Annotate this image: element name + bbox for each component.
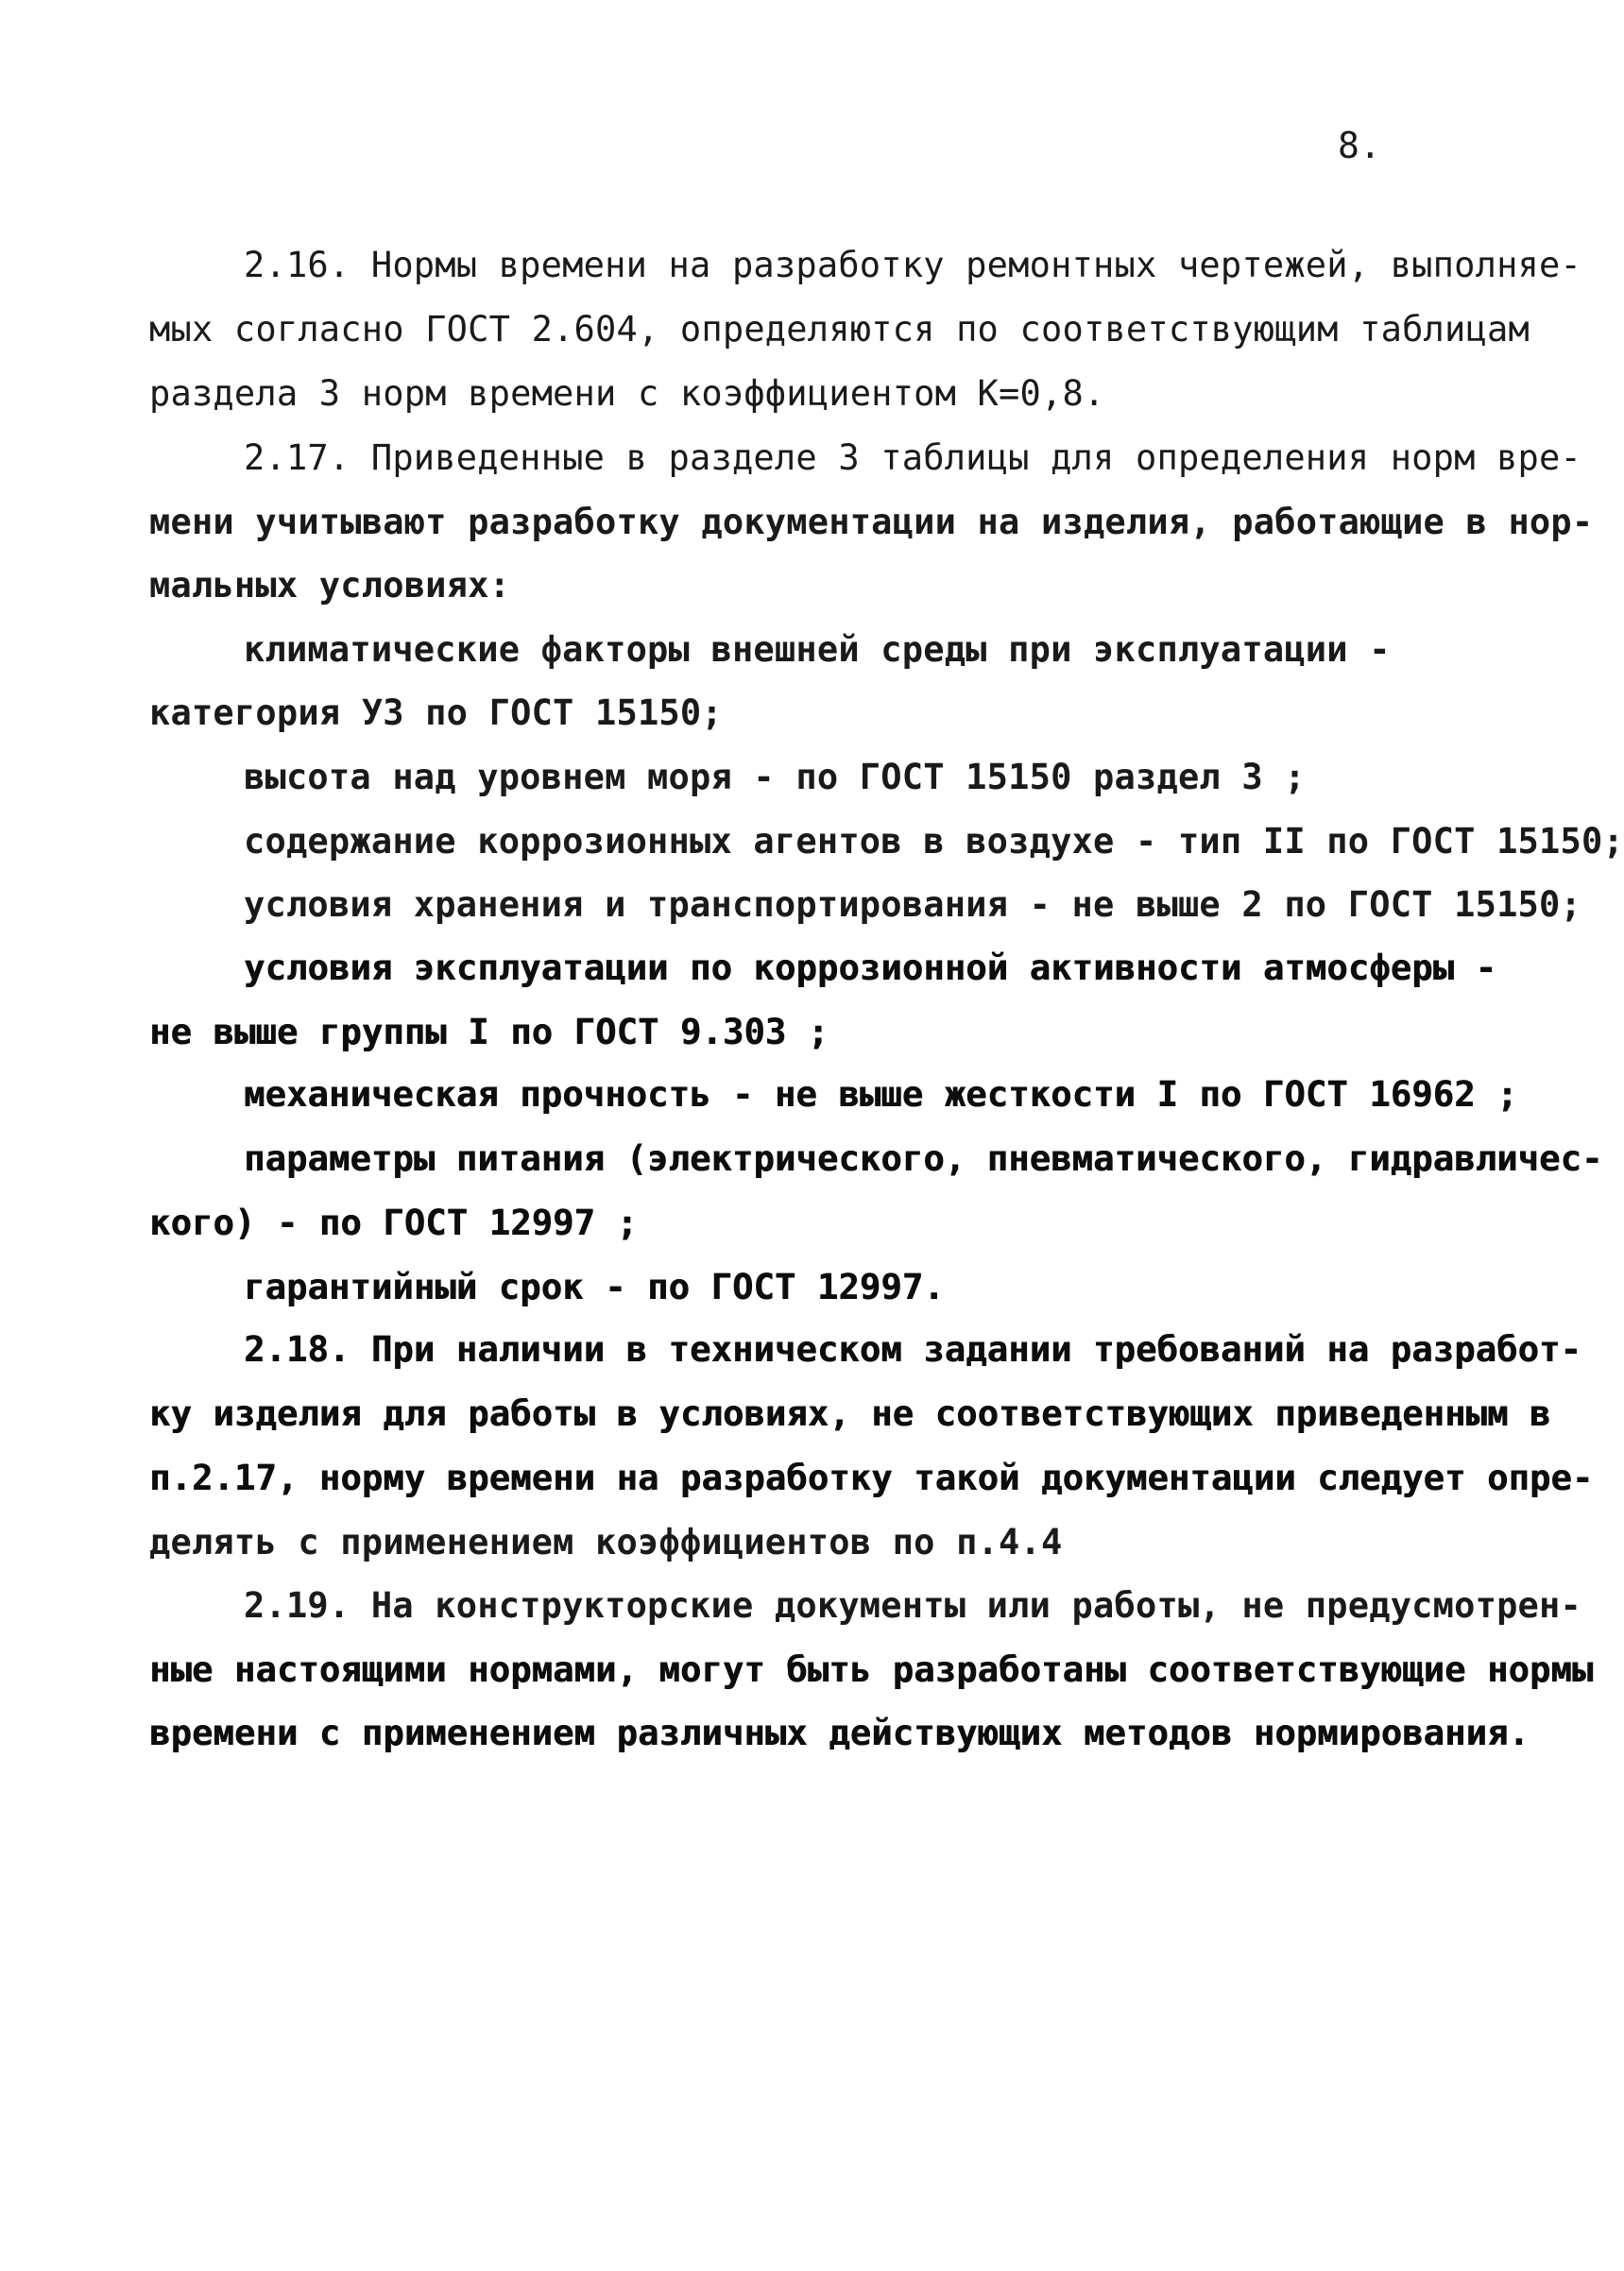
text-line: раздела 3 норм времени с коэффициентом К=0,8. [149,373,1105,414]
text-line: мени учитывают разработку документации на изделия, работающие в нор- [149,502,1594,542]
text-line: 2.17. Приведенные в разделе 3 таблицы для определения норм вре- [244,437,1581,478]
text-line: делять с применением коэффициентов по п.4.4 [149,1522,1063,1562]
text-line: ку изделия для работы в условиях, не соответствующих приведенным в [149,1393,1551,1434]
text-line: категория У3 по ГОСТ 15150; [149,692,723,733]
page-number: 8. [1338,125,1381,166]
text-line: времени с применением различных действующих методов нормирования. [149,1713,1530,1753]
text-line: климатические факторы внешней среды при эксплуатации - [244,629,1391,670]
text-line: кого) - по ГОСТ 12997 ; [149,1203,638,1243]
text-line: параметры питания (электрического, пневматического, гидравличес- [244,1138,1603,1179]
text-line: мых согласно ГОСТ 2.604, определяются по соответствующим таблицам [149,309,1530,350]
text-line: условия эксплуатации по коррозионной активности атмосферы - [244,948,1497,988]
text-line: мальных условиях: [149,565,511,606]
text-line: не выше группы I по ГОСТ 9.303 ; [149,1012,829,1052]
text-line: ные настоящими нормами, могут быть разработаны соответствующие нормы [149,1649,1594,1690]
text-line: условия хранения и транспортирования - не выше 2 по ГОСТ 15150; [244,884,1581,925]
text-line: содержание коррозионных агентов в воздухе - тип II по ГОСТ 15150; [244,821,1624,862]
text-line: гарантийный срок - по ГОСТ 12997. [244,1267,945,1307]
text-line: механическая прочность - не выше жесткости I по ГОСТ 16962 ; [244,1074,1518,1115]
text-line: 2.19. На конструкторские документы или работы, не предусмотрен- [244,1585,1581,1626]
text-line: высота над уровнем моря - по ГОСТ 15150 раздел 3 ; [244,757,1306,797]
text-line: 2.18. При наличии в техническом задании требований на разработ- [244,1329,1581,1370]
text-line: п.2.17, норму времени на разработку такой документации следует опре- [149,1458,1594,1498]
text-line: 2.16. Нормы времени на разработку ремонтных чертежей, выполняе- [244,245,1581,285]
